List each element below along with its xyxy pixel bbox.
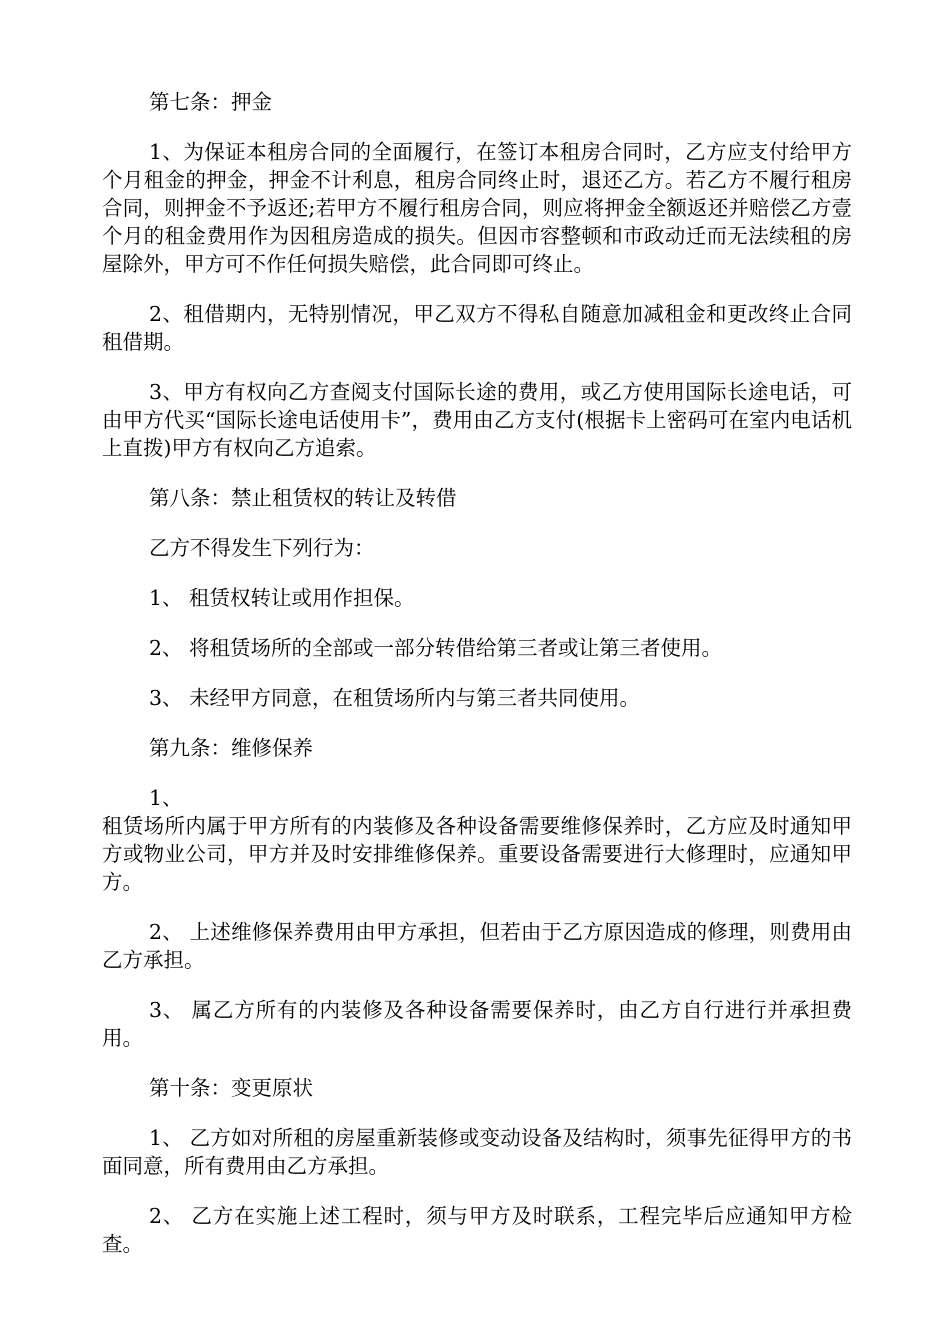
article-7-clause-3: 3、甲方有权向乙方查阅支付国际长途的费用，或乙方使用国际长途电话，可由甲方代买“国际长途电话使用卡”，费用由乙方支付(根据卡上密码可在室内电话机上直拨)甲方有权向乙方追索。 xyxy=(102,380,852,460)
article-10-clause-1: 1、 乙方如对所租的房屋重新装修或变动设备及结构时，须事先征得甲方的书面同意，所有费用由乙方承担。 xyxy=(102,1126,852,1178)
article-7-heading: 第七条：押金 xyxy=(149,90,272,114)
article-9-clause-2: 2、 上述维修保养费用由甲方承担，但若由于乙方原因造成的修理，则费用由乙方承担。 xyxy=(102,920,852,972)
document-page xyxy=(102,88,852,1280)
article-7-clause-2: 2、租借期内，无特别情况，甲乙双方不得私自随意加减租金和更改终止合同租借期。 xyxy=(102,302,852,354)
article-7-clause-1: 1、为保证本租房合同的全面履行，在签订本租房合同时，乙方应支付给甲方个月租金的押金，押金不计利息，租房合同终止时，退还乙方。若乙方不履行租房合同，则押金不予返还;若甲方不履行租房合同，则应将押金全额返还并赔偿乙方壹个月的租金费用作为因租房造成的损失。但因市容整顿和市政动迁而无法续租的房屋除外，甲方可不作任何损失赔偿，此合同即可终止。 xyxy=(102,140,852,276)
article-8-item-1: 1、 租赁权转让或用作担保。 xyxy=(149,586,415,610)
article-8-item-3: 3、 未经甲方同意，在租赁场所内与第三者共同使用。 xyxy=(149,686,641,710)
article-10-heading: 第十条：变更原状 xyxy=(149,1076,313,1100)
article-9-clause-3: 3、 属乙方所有的内装修及各种设备需要保养时，由乙方自行进行并承担费用。 xyxy=(102,998,852,1050)
article-9-heading: 第九条：维修保养 xyxy=(149,736,313,760)
article-10-clause-2: 2、 乙方在实施上述工程时，须与甲方及时联系，工程完毕后应通知甲方检查。 xyxy=(102,1204,852,1256)
article-8-item-2: 2、 将租赁场所的全部或一部分转借给第三者或让第三者使用。 xyxy=(149,636,723,660)
article-8-intro: 乙方不得发生下列行为： xyxy=(149,536,375,560)
article-9-clause-1-text: 租赁场所内属于甲方所有的内装修及各种设备需要维修保养时，乙方应及时通知甲方或物业公司，甲方并及时安排维修保养。重要设备需要进行大修理时，应通知甲方。 xyxy=(102,814,852,894)
article-9-clause-1-number: 1、 xyxy=(149,786,183,810)
article-8-heading: 第八条：禁止租赁权的转让及转借 xyxy=(149,486,457,510)
